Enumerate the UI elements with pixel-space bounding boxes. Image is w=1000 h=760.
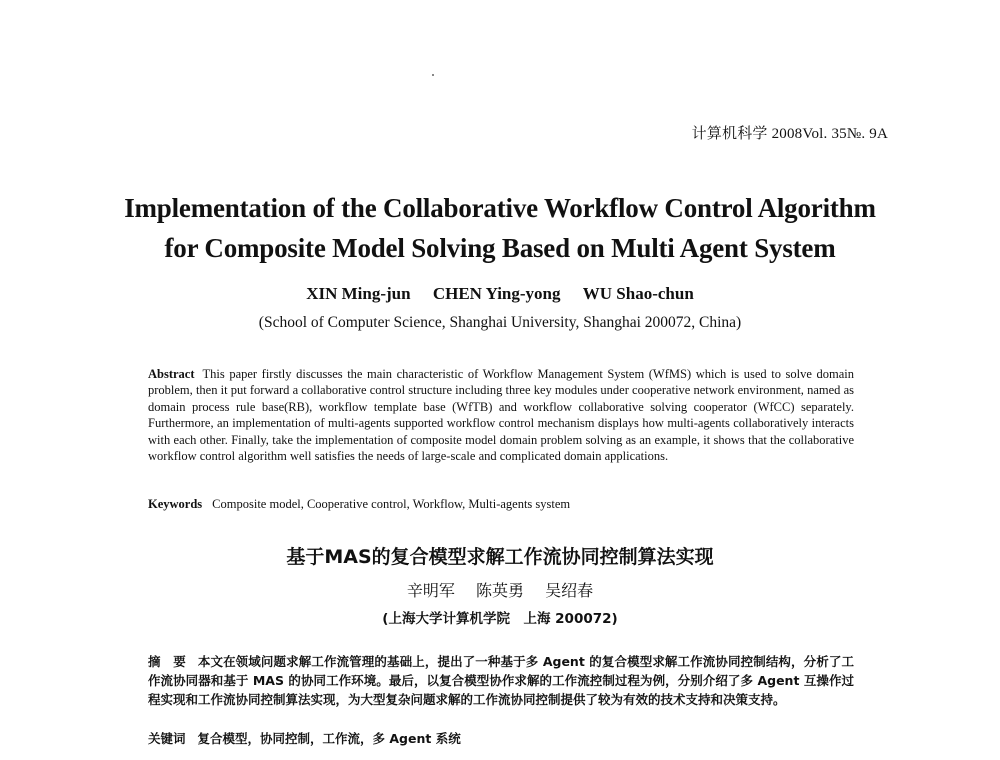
author-list — [0, 284, 1000, 304]
paper-title — [60, 188, 940, 268]
chinese-author-list — [0, 578, 1000, 601]
chinese-affiliation: (上海大学计算机学院 上海 200072) — [382, 611, 618, 627]
title-line-2: for Composite Model Solving Based on Multi Agent System — [164, 233, 836, 263]
chinese-keywords-text: 复合模型，协同控制，工作流，多 Agent 系统 — [197, 731, 461, 746]
author-3: WU Shao-chun — [582, 284, 694, 303]
author-1: XIN Ming-jun — [306, 284, 411, 303]
chinese-keywords — [148, 730, 854, 748]
chinese-abstract-label: 摘 要 — [148, 654, 186, 669]
keywords-text: Composite model, Cooperative control, Workflow, Multi-agents system — [212, 497, 571, 511]
chinese-keywords-label: 关键词 — [148, 731, 186, 746]
chinese-abstract-text: 本文在领域问题求解工作流管理的基础上，提出了一种基于多 Agent 的复合模型求解工作流协同控制结构，分析了工作流协同器和基于 MAS 的协同工作环境。最后，以复合模型协作求解的工作流控制过程为例，分别介绍了多 Agent 互操作过程实现和工作流协同控制算法实现，为大型复杂问题求解的工作流协同控制提供了较为有效的技术支持和决策支持。 — [148, 654, 854, 707]
keywords-label: Keywords — [148, 497, 203, 511]
chinese-title: 基于MAS的复合模型求解工作流协同控制算法实现 — [286, 546, 714, 568]
abstract — [148, 366, 854, 464]
affiliation: (School of Computer Science, Shanghai University, Shanghai 200072, China) — [258, 314, 742, 331]
chinese-author-3: 吴绍春 — [545, 581, 594, 600]
keywords — [148, 496, 854, 512]
chinese-abstract — [148, 652, 854, 709]
scan-speck — [432, 74, 434, 76]
abstract-label: Abstract — [148, 367, 195, 381]
title-line-1: Implementation of the Collaborative Workflow Control Algorithm — [124, 193, 876, 223]
chinese-author-1: 辛明军 — [406, 581, 455, 600]
chinese-author-2: 陈英勇 — [475, 581, 524, 600]
author-2: CHEN Ying-yong — [432, 284, 561, 303]
journal-header: 计算机科学 2008Vol. 35№. 9A — [691, 126, 888, 142]
abstract-text: This paper firstly discusses the main characteristic of Workflow Management System (WfMS) which is used to solve domain problem, then it put forward a collaborative control structure including three key modules under cooperative network environment, named as domain process rule base(RB), workflow template base (WfTB) and workflow collaborative solving cooperator (WfCC) separately. Furthermore, an implementation of multi-agents supported workflow control mechanism displays how multi-agents collaboratively interacts with each other. Finally, take the implementation of composite model domain problem solving as an example, it shows that the collaborative workflow control algorithm well satisfies the needs of large-scale and complicated domain applications. — [148, 367, 854, 464]
